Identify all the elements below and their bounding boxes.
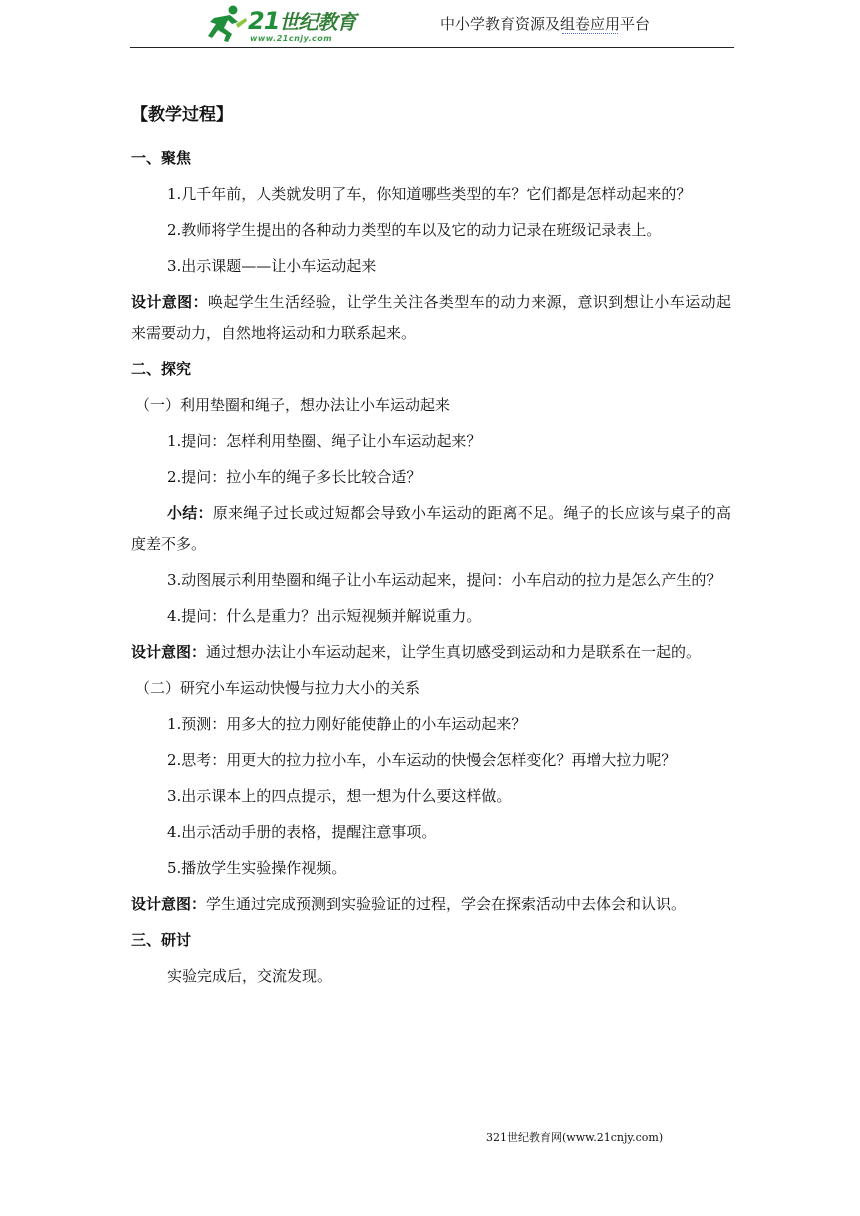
page-footer: 321世纪教育网(www.21cnjy.com) bbox=[486, 1131, 664, 1144]
intent-label: 设计意图： bbox=[131, 895, 207, 913]
runner-icon bbox=[206, 4, 248, 44]
paragraph: 3.动图展示利用垫圈和绳子让小车运动起来，提问：小车启动的拉力是怎么产生的？ bbox=[167, 571, 722, 589]
site-logo bbox=[206, 4, 366, 44]
design-intent bbox=[131, 889, 731, 920]
summary-text: 原来绳子过长或过短都会导致小车运动的距离不足。绳子的长应该与桌子的高度差不多。 bbox=[131, 504, 731, 553]
platform-underline bbox=[562, 33, 618, 34]
paragraph: 3.出示课本上的四点提示，想一想为什么要这样做。 bbox=[167, 787, 512, 805]
document-body bbox=[131, 100, 731, 997]
paragraph: 2.教师将学生提出的各种动力类型的车以及它的动力记录在班级记录表上。 bbox=[167, 221, 662, 239]
subsection-heading: （一）利用垫圈和绳子，想办法让小车运动起来 bbox=[135, 396, 451, 414]
section-1-heading: 一、聚焦 bbox=[131, 149, 192, 167]
paragraph: 1.提问：怎样利用垫圈、绳子让小车运动起来？ bbox=[167, 432, 482, 450]
intent-label: 设计意图： bbox=[131, 643, 207, 661]
logo-text bbox=[248, 6, 355, 35]
logo-url: www.21cnjy.com bbox=[250, 34, 333, 43]
paragraph: 3.出示课题——让小车运动起来 bbox=[167, 257, 377, 275]
platform-name: 中小学教育资源及组卷应用平台 bbox=[440, 15, 651, 33]
paragraph: 4.提问：什么是重力？出示短视频并解说重力。 bbox=[167, 607, 482, 625]
paragraph: 1.几千年前，人类就发明了车，你知道哪些类型的车？它们都是怎样动起来的？ bbox=[167, 185, 692, 203]
paragraph: 实验完成后，交流发现。 bbox=[167, 967, 333, 985]
logo-number: 21 bbox=[248, 7, 280, 35]
doc-title: 【教学过程】 bbox=[131, 105, 233, 125]
design-intent bbox=[131, 637, 731, 668]
logo-chinese: 世纪教育 bbox=[279, 10, 356, 34]
subsection-heading: （二）研究小车运动快慢与拉力大小的关系 bbox=[135, 679, 421, 697]
summary bbox=[131, 498, 731, 560]
paragraph: 4.出示活动手册的表格，提醒注意事项。 bbox=[167, 823, 437, 841]
page-header bbox=[130, 0, 734, 48]
section-2-heading: 二、探究 bbox=[131, 360, 192, 378]
intent-text: 通过想办法让小车运动起来，让学生真切感受到运动和力是联系在一起的。 bbox=[206, 643, 702, 661]
section-3-heading: 三、研讨 bbox=[131, 931, 192, 949]
intent-label: 设计意图： bbox=[131, 293, 208, 311]
intent-text: 学生通过完成预测到实验验证的过程，学会在探索活动中去体会和认识。 bbox=[206, 895, 687, 913]
intent-text: 唤起学生生活经验，让学生关注各类型车的动力来源，意识到想让小车运动起来需要动力，自然地将运动和力联系起来。 bbox=[131, 293, 731, 342]
paragraph: 5.播放学生实验操作视频。 bbox=[167, 859, 347, 877]
paragraph: 2.思考：用更大的拉力拉小车，小车运动的快慢会怎样变化？再增大拉力呢？ bbox=[167, 751, 677, 769]
design-intent bbox=[131, 287, 731, 349]
paragraph: 2.提问：拉小车的绳子多长比较合适？ bbox=[167, 468, 422, 486]
paragraph: 1.预测：用多大的拉力刚好能使静止的小车运动起来？ bbox=[167, 715, 527, 733]
summary-label: 小结： bbox=[167, 504, 213, 522]
